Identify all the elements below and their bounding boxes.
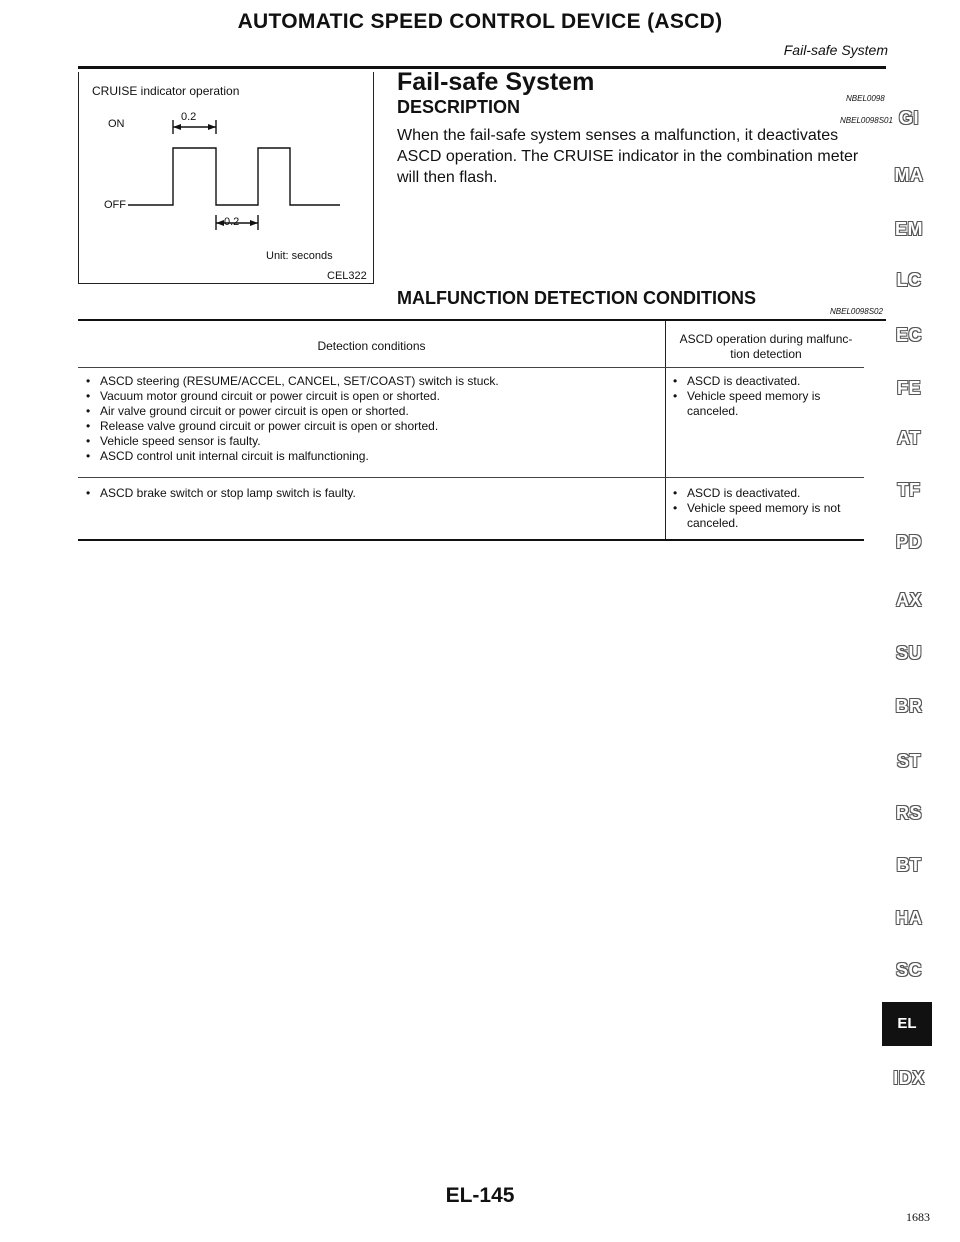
- list-item: • Release valve ground circuit or power circuit is open or shorted.: [86, 419, 439, 433]
- list-item: • Vehicle speed sensor is faulty.: [86, 434, 261, 448]
- list-item: • Vacuum motor ground circuit or power circuit is open or shorted.: [86, 389, 440, 403]
- section-header: Fail-safe System: [783, 42, 888, 58]
- tab-lc[interactable]: LC: [896, 270, 922, 290]
- description-code: NBEL0098S01: [840, 116, 893, 125]
- table-row-2-conditions: [86, 486, 356, 501]
- tab-tf[interactable]: TF: [897, 480, 921, 500]
- table-top-rule: [78, 319, 886, 321]
- tab-idx[interactable]: IDX: [893, 1068, 925, 1088]
- section-code: NBEL0098: [846, 94, 885, 103]
- tab-ec[interactable]: EC: [895, 325, 922, 345]
- list-item: • Vehicle speed memory is not: [673, 501, 841, 515]
- tab-st[interactable]: ST: [896, 751, 921, 771]
- tab-gi[interactable]: GI: [898, 108, 919, 128]
- list-item: • ASCD is deactivated.: [673, 486, 801, 500]
- off-label: OFF: [104, 199, 126, 211]
- table-bottom-rule: [78, 539, 864, 541]
- tab-active-el[interactable]: EL: [882, 1002, 932, 1046]
- list-item: • Air valve ground circuit or power circuit is open or shorted.: [86, 404, 409, 418]
- table-row-2-operation: [673, 486, 840, 531]
- signal-waveform: [128, 148, 340, 205]
- malfunction-heading: MALFUNCTION DETECTION CONDITIONS: [397, 288, 756, 308]
- malfunction-code: NBEL0098S02: [830, 307, 883, 316]
- description-heading: DESCRIPTION: [397, 97, 521, 117]
- on-label: ON: [108, 118, 125, 130]
- list-item: • ASCD is deactivated.: [673, 374, 801, 388]
- description-line: ASCD operation. The CRUISE indicator in the combination meter: [397, 148, 859, 165]
- dimension-bottom: 0.2: [224, 216, 240, 228]
- table-row-rule: [78, 477, 864, 478]
- tab-sc[interactable]: SC: [895, 960, 922, 980]
- tab-fe[interactable]: FE: [896, 378, 921, 398]
- tab-bt[interactable]: BT: [896, 855, 922, 875]
- tab-rs[interactable]: RS: [895, 803, 922, 823]
- tab-ma[interactable]: MA: [894, 165, 924, 185]
- tab-pd[interactable]: PD: [895, 532, 922, 552]
- list-item: • Vehicle speed memory is: [673, 389, 821, 403]
- section-title: Fail-safe System: [397, 68, 595, 96]
- sheet-number: 1683: [906, 1210, 930, 1224]
- list-item: canceled.: [687, 404, 739, 418]
- description-line: will then flash.: [397, 169, 498, 186]
- dimension-top: 0.2: [181, 111, 197, 123]
- figure-title: CRUISE indicator operation: [92, 84, 240, 98]
- description-line: When the fail-safe system senses a malfunction, it deactivates: [397, 127, 839, 144]
- list-item: canceled.: [687, 516, 739, 530]
- description-paragraph: [397, 125, 887, 188]
- table-header-conditions: Detection conditions: [317, 339, 426, 353]
- table-header-operation: ASCD operation during malfunc- tion detection: [679, 332, 853, 361]
- tab-br[interactable]: BR: [895, 696, 923, 716]
- tab-at[interactable]: AT: [897, 428, 921, 448]
- table-row-1-operation: [673, 374, 820, 419]
- table-header-rule: [78, 367, 864, 368]
- tab-ax[interactable]: AX: [895, 590, 922, 610]
- list-item: • ASCD control unit internal circuit is malfunctioning.: [86, 449, 369, 463]
- unit-note: Unit: seconds: [266, 250, 333, 262]
- page-number: EL-145: [445, 1184, 515, 1207]
- table-row-1-conditions: [86, 374, 499, 464]
- tab-ha[interactable]: HA: [895, 908, 923, 928]
- figure-code: CEL322: [327, 270, 367, 282]
- list-item: • ASCD brake switch or stop lamp switch is faulty.: [86, 486, 356, 500]
- tab-em[interactable]: EM: [895, 219, 923, 239]
- page-title: AUTOMATIC SPEED CONTROL DEVICE (ASCD): [237, 10, 723, 33]
- list-item: • ASCD steering (RESUME/ACCEL, CANCEL, SET/COAST) switch is stuck.: [86, 374, 499, 388]
- tab-su[interactable]: SU: [895, 643, 922, 663]
